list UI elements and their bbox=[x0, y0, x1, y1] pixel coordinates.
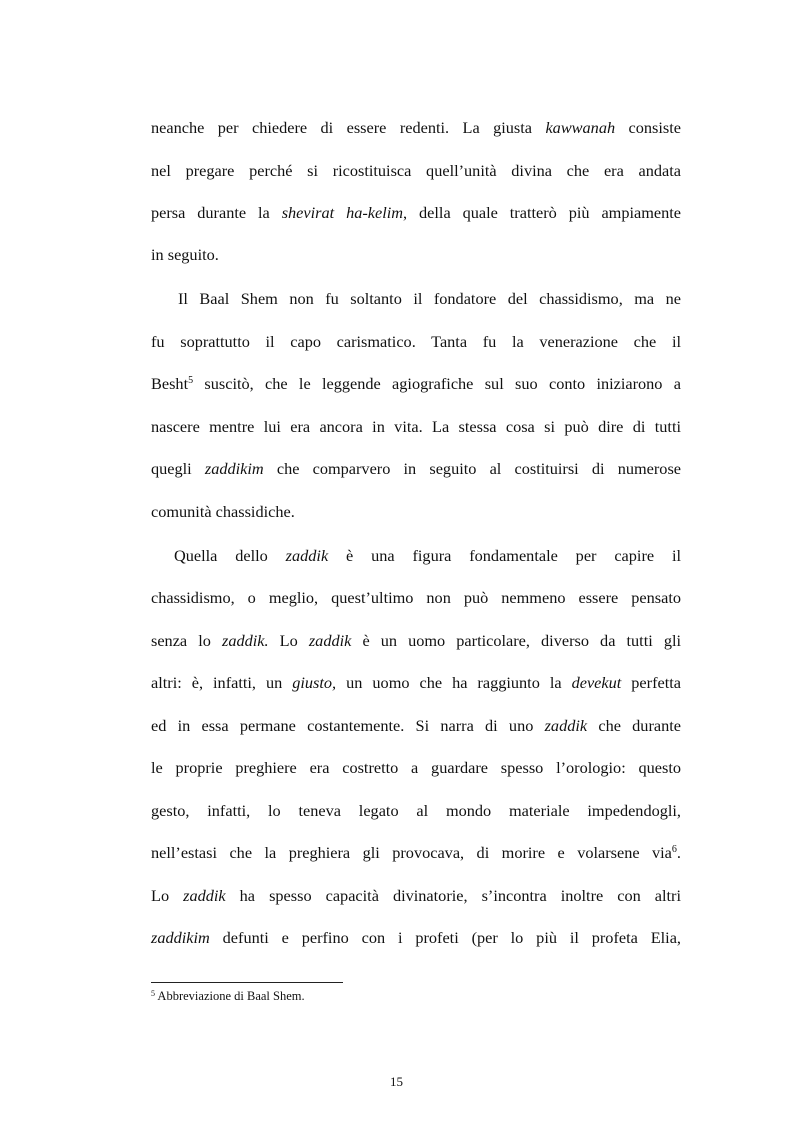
text-line: Besht$^5$ suscitò, che le leggende agiografiche sul suo conto iniziarono a bbox=[151, 374, 681, 393]
footnote bbox=[151, 988, 305, 1004]
text-line: nell’estasi che la preghiera gli provocava, di morire e volarsene via$^6$. bbox=[151, 843, 681, 862]
text-line: ed in essa permane costantemente. Si narra di uno zaddik che durante bbox=[151, 716, 681, 735]
text-line: senza lo zaddik. Lo zaddik è un uomo particolare, diverso da tutti gli bbox=[151, 631, 682, 650]
text-line: altri: è, infatti, un giusto, un uomo che ha raggiunto la devekut perfetta bbox=[151, 673, 682, 692]
text-line: quegli zaddikim che comparvero in seguito al costituirsi di numerose bbox=[151, 459, 682, 478]
text-line: fu soprattutto il capo carismatico. Tanta fu la venerazione che il bbox=[151, 332, 681, 351]
text-line: comunità chassidiche. bbox=[151, 502, 295, 521]
text-line: Quella dello zaddik è una figura fondamentale per capire il bbox=[174, 546, 681, 565]
page-number: 15 bbox=[390, 1074, 403, 1089]
text-line: le proprie preghiere era costretto a guardare spesso l’orologio: questo bbox=[151, 758, 681, 777]
text-line: zaddikim defunti e perfino con i profeti (per lo più il profeta Elia, bbox=[151, 928, 681, 947]
text-line: gesto, infatti, lo teneva legato al mondo materiale impedendogli, bbox=[151, 801, 681, 820]
text-line: persa durante la shevirat ha-kelim, della quale tratterò più ampiamente bbox=[151, 203, 682, 222]
text-line: in seguito. bbox=[151, 245, 219, 264]
text-line: neanche per chiedere di essere redenti. La giusta kawwanah consiste bbox=[151, 118, 681, 137]
text-line: chassidismo, o meglio, quest’ultimo non può nemmeno essere pensato bbox=[151, 588, 681, 607]
footnote-reference[interactable]: 6 bbox=[671, 844, 677, 855]
text-line: Lo zaddik ha spesso capacità divinatorie, s’incontra inoltre con altri bbox=[151, 886, 682, 905]
text-line: nascere mentre lui era ancora in vita. La stessa cosa si può dire di tutti bbox=[151, 417, 681, 436]
footnote-number: 5 bbox=[151, 989, 155, 998]
footnote-separator bbox=[151, 982, 343, 983]
footnote-text: Abbreviazione di Baal Shem. bbox=[155, 989, 305, 1003]
text-line: Il Baal Shem non fu soltanto il fondatore del chassidismo, ma ne bbox=[178, 289, 681, 308]
footnote-reference[interactable]: 5 bbox=[188, 375, 194, 386]
text-line: nel pregare perché si ricostituisca quell’unità divina che era andata bbox=[151, 161, 681, 180]
